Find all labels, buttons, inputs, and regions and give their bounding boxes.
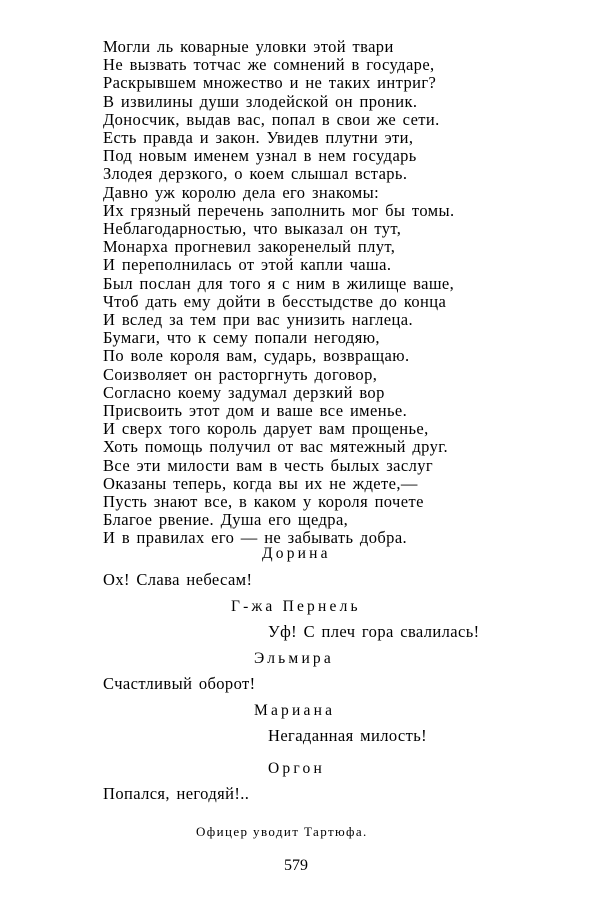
verse-line: Бумаги, что к сему попали негодяю, — [103, 328, 380, 348]
page-number: 579 — [284, 857, 308, 874]
verse-line: Не вызвать тотчас же сомнений в государе, — [103, 55, 435, 75]
verse-line: Пусть знают все, в каком у короля почете — [103, 492, 424, 512]
stage-direction: Офицер уводит Тартюфа. — [196, 824, 368, 839]
verse-line: В извилины души злодейской он проник. — [103, 91, 418, 111]
verse-line: Согласно коему задумал дерзкий вор — [103, 382, 385, 402]
verse-line: Есть правда и закон. Увидев плутни эти, — [103, 128, 414, 148]
verse-line: Присвоить этот дом и ваше все именье. — [103, 401, 408, 421]
verse-line: По воле короля вам, сударь, возвращаю. — [103, 346, 410, 366]
line-pernel: Уф! С плеч гора свалилась! — [268, 622, 480, 641]
verse-line: Неблагодарностью, что выказал он тут, — [103, 219, 402, 239]
speaker-pernel: Г-жа Пернель — [231, 598, 361, 615]
verse-line: И в правилах его — не забывать добра. — [103, 528, 408, 548]
line-mariana: Негаданная милость! — [268, 726, 428, 745]
speaker-elmira: Эльмира — [254, 650, 334, 667]
verse-line: Монарха прогневил закоренелый плут, — [103, 237, 396, 257]
verse-line: Могли ль коварные уловки этой твари — [103, 37, 394, 56]
verse-line: Все эти милости вам в честь былых заслуг — [103, 455, 434, 475]
speaker-dorina: Дорина — [262, 545, 331, 562]
verse-block — [103, 38, 523, 548]
verse-line: Чтоб дать ему дойти в бесстыдстве до конца — [103, 291, 447, 311]
verse-line: Оказаны теперь, когда вы их не ждете,— — [103, 473, 418, 493]
verse-line: Соизволяет он расторгнуть договор, — [103, 364, 378, 384]
speaker-mariana: Мариана — [254, 702, 336, 719]
verse-line: И сверх того король дарует вам прощенье, — [103, 419, 429, 439]
verse-line: Благое рвение. Душа его щедра, — [103, 510, 349, 530]
verse-line: Был послан для того я с ним в жилище ваше, — [103, 273, 455, 293]
speaker-orgon: Оргон — [268, 760, 325, 777]
verse-line: И переполнилась от этой капли чаша. — [103, 255, 392, 275]
verse-line: Под новым именем узнал в нем государь — [103, 146, 417, 166]
verse-line: Хоть помощь получил от вас мятежный друг. — [103, 437, 449, 457]
verse-line: Раскрывшем множество и не таких интриг? — [103, 73, 437, 93]
verse-line: Давно уж королю дела его знакомы: — [103, 182, 380, 202]
verse-line: Их грязный перечень заполнить мог бы томы. — [103, 200, 455, 220]
verse-line: Злодея дерзкого, о коем слышал встарь. — [103, 164, 408, 184]
verse-line: Доносчик, выдав вас, попал в свои же сети. — [103, 109, 440, 129]
line-elmira: Счастливый оборот! — [103, 674, 256, 693]
verse-line: И вслед за тем при вас унизить наглеца. — [103, 310, 414, 330]
line-orgon: Попался, негодяй!.. — [103, 784, 250, 803]
line-dorina: Ох! Слава небесам! — [103, 570, 253, 589]
